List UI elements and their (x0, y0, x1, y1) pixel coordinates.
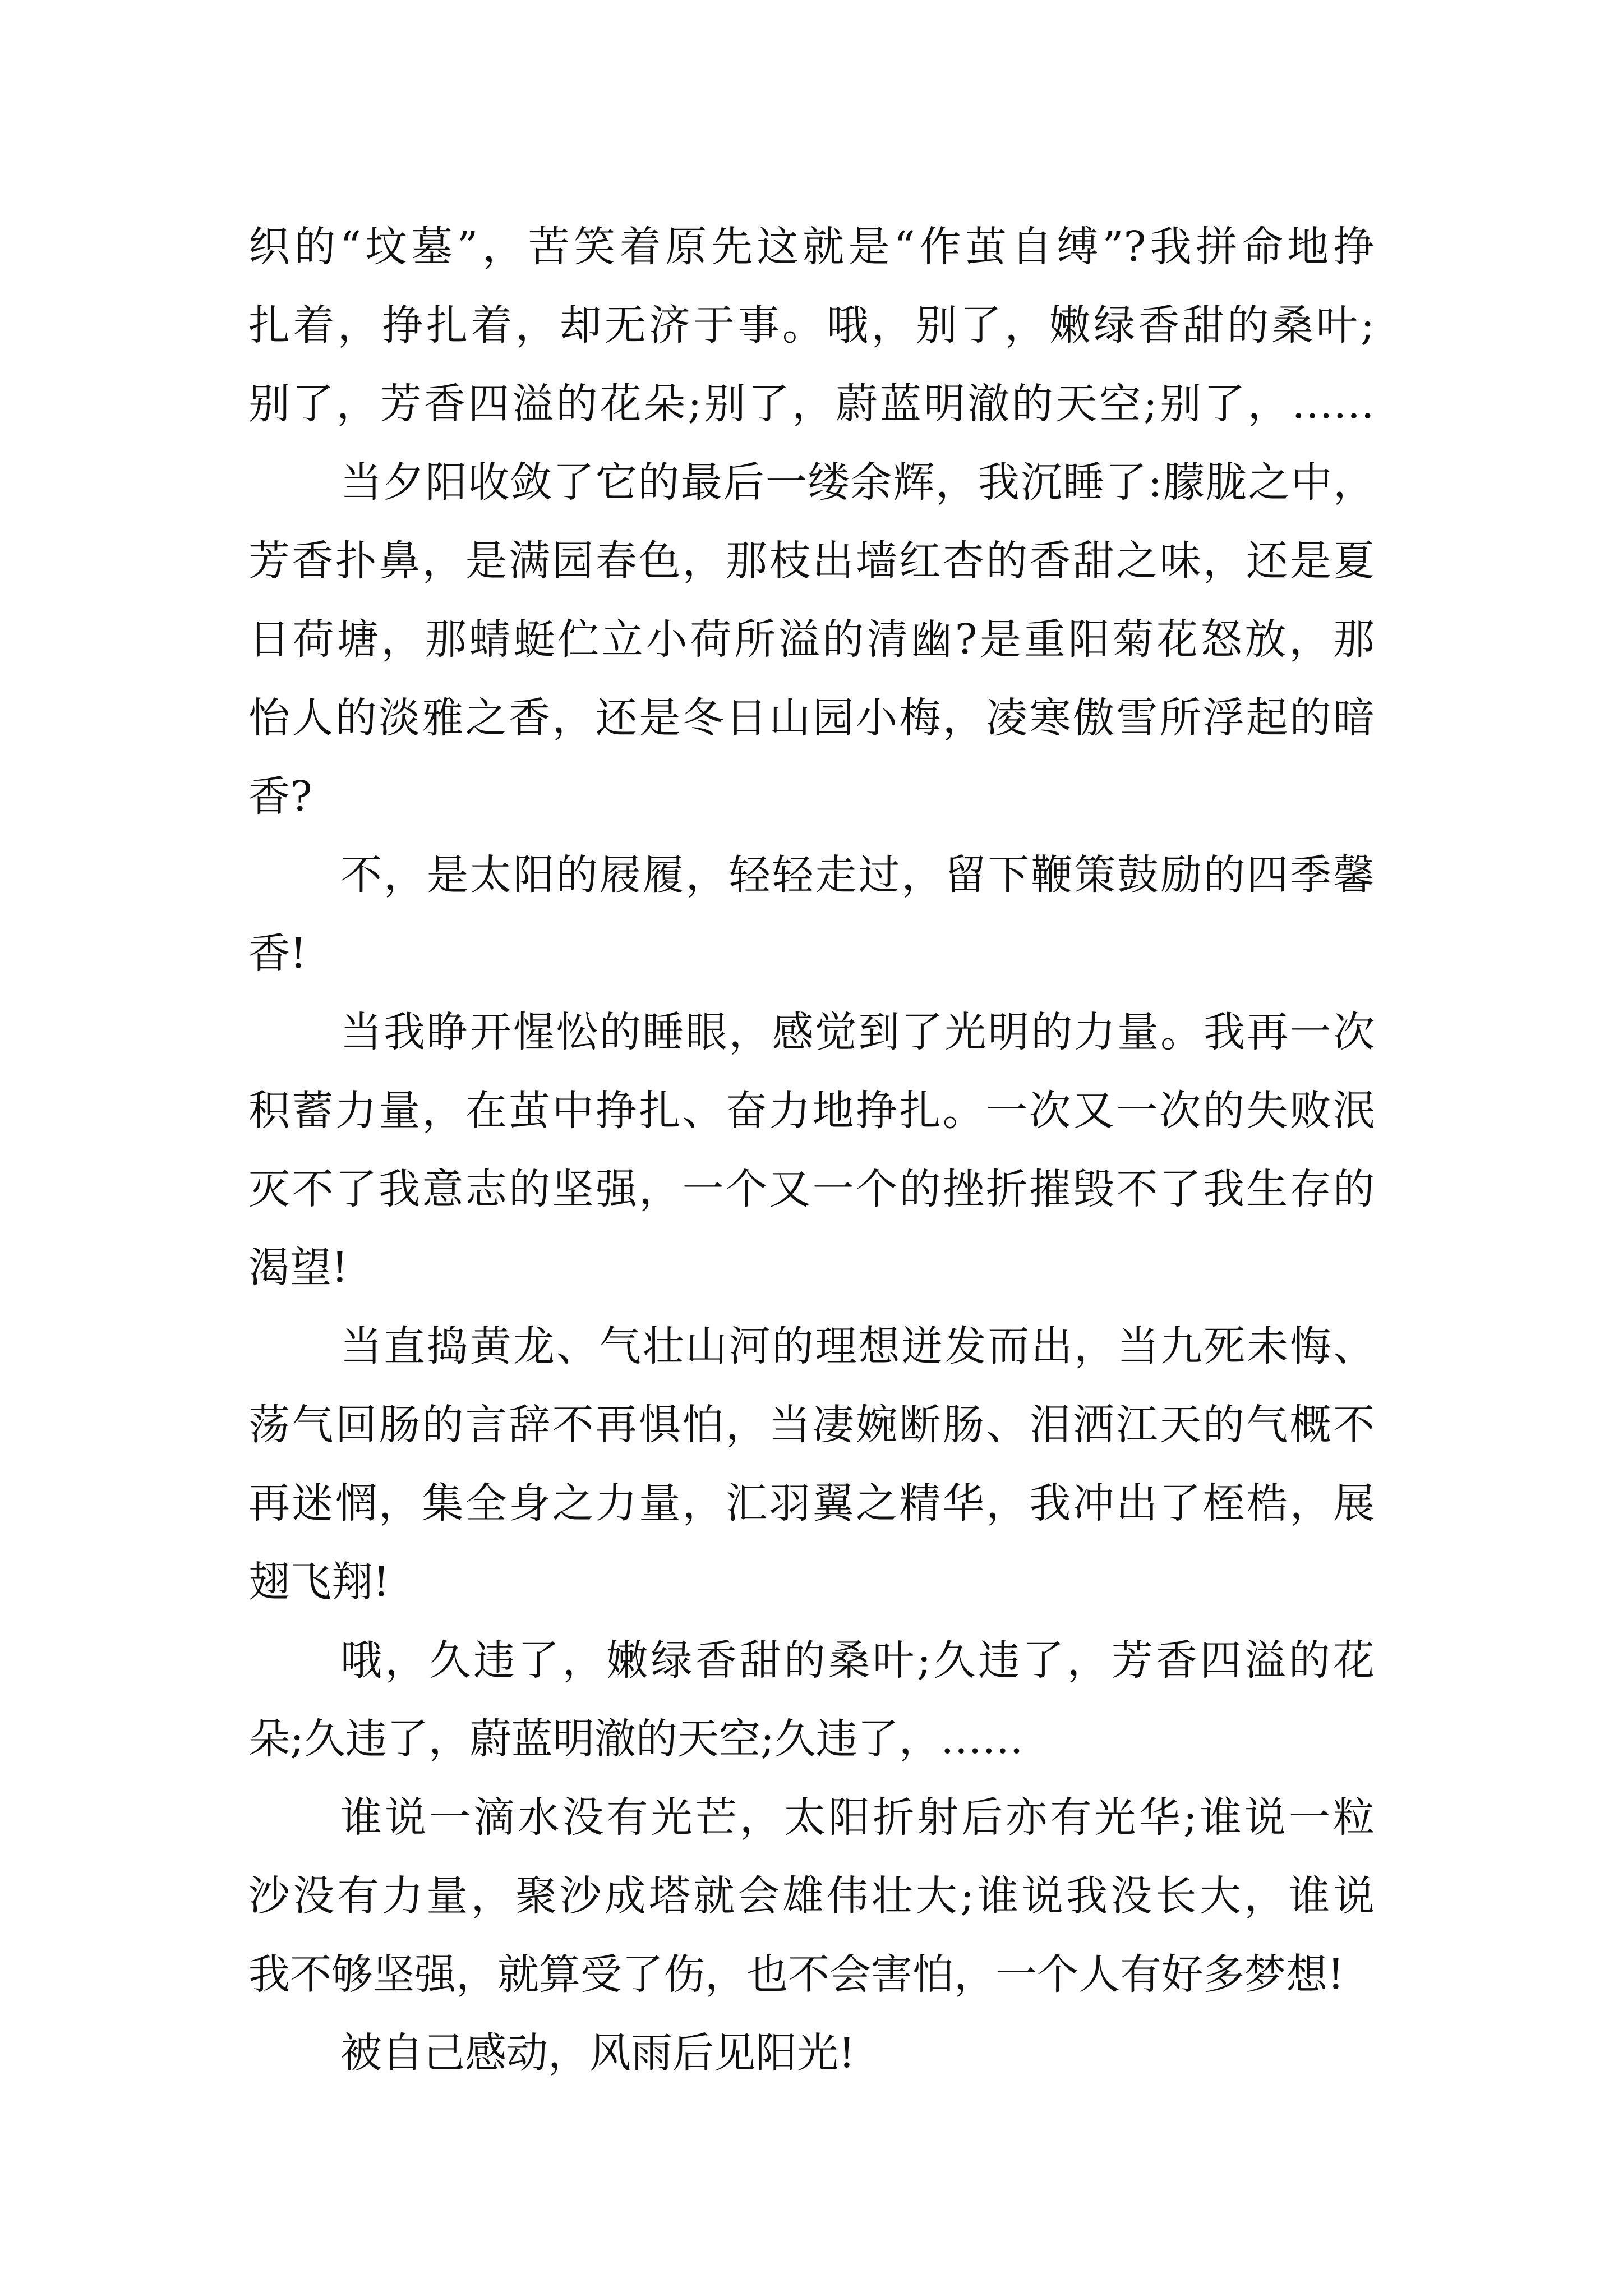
text-line: 香? (248, 772, 312, 821)
text-line: 我不够坚强，就算受了伤，也不会害怕，一个人有好多梦想! (248, 1950, 1344, 1999)
text-line: 日荷塘，那蜻蜓伫立小荷所溢的清幽?是重阳菊花怒放，那 (248, 615, 1375, 664)
text-line: 织的“坟墓”，苦笑着原先这就是“作茧自缚”?我拼命地挣 (248, 223, 1375, 271)
text-line: 芳香扑鼻，是满园春色，那枝出墙红杏的香甜之味，还是夏 (248, 537, 1375, 585)
text-line: 当直捣黄龙、气壮山河的理想迸发而出，当九死未悔、 (340, 1322, 1375, 1370)
text-line: 荡气回肠的言辞不再惧怕，当凄婉断肠、泪洒江天的气概不 (248, 1401, 1375, 1449)
text-line: 怡人的淡雅之香，还是冬日山园小梅，凌寒傲雪所浮起的暗 (248, 694, 1375, 742)
text-line: 当我睁开惺忪的睡眼，感觉到了光明的力量。我再一次 (340, 1008, 1375, 1056)
text-line: 朵;久违了，蔚蓝明澈的天空;久违了，…… (248, 1715, 1023, 1763)
text-line: 再迷惘，集全身之力量，汇羽翼之精华，我冲出了桎梏，展 (248, 1479, 1375, 1527)
text-line: 积蓄力量，在茧中挣扎、奋力地挣扎。一次又一次的失败泯 (248, 1087, 1375, 1135)
text-line: 灭不了我意志的坚强，一个又一个的挫折摧毁不了我生存的 (248, 1165, 1375, 1213)
text-line: 沙没有力量，聚沙成塔就会雄伟壮大;谁说我没长大，谁说 (248, 1872, 1375, 1920)
text-line: 翅飞翔! (248, 1558, 390, 1606)
text-line: 谁说一滴水没有光芒，太阳折射后亦有光华;谁说一粒 (340, 1793, 1375, 1842)
text-line: 被自己感动，风雨后见阳光! (340, 2029, 855, 2077)
text-line: 扎着，挣扎着，却无济于事。哦，别了，嫩绿香甜的桑叶; (248, 301, 1375, 349)
text-line: 香! (248, 930, 307, 978)
text-line: 渴望! (248, 1244, 348, 1292)
text-line: 别了，芳香四溢的花朵;别了，蔚蓝明澈的天空;别了，…… (248, 380, 1375, 428)
text-line: 哦，久违了，嫩绿香甜的桑叶;久违了，芳香四溢的花 (340, 1636, 1375, 1685)
document-body (248, 208, 1375, 2092)
text-line: 当夕阳收敛了它的最后一缕余辉，我沉睡了:朦胧之中， (340, 458, 1375, 507)
text-line: 不，是太阳的屐履，轻轻走过，留下鞭策鼓励的四季馨 (340, 851, 1375, 899)
